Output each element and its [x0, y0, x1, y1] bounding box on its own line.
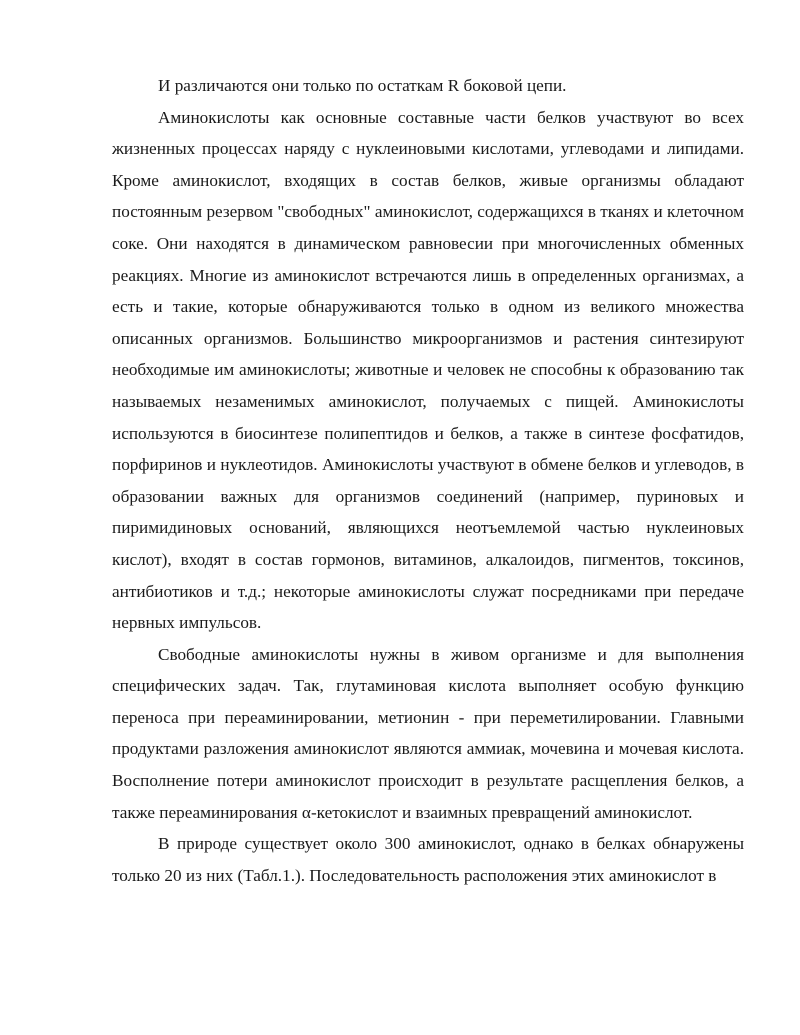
paragraph-4: В природе существует около 300 аминокислот, однако в белках обнаружены только 20 из них (Табл.1.). Последовательность расположения этих аминокислот в	[112, 834, 744, 885]
paragraph-3: Свободные аминокислоты нужны в живом организме и для выполнения специфических задач. Так, глутаминовая кислота выполняет особую функцию переноса при переаминировании, метионин - при переметилировании. Главными продуктами разложения аминокислот являются аммиак, мочевина и мочевая кислота. Восполнение потери аминокислот происходит в результате расщепления белков, а также переаминирования α-кетокислот и взаимных превращений аминокислот.	[112, 644, 744, 822]
paragraph-2: Аминокислоты как основные составные части белков участвуют во всех жизненных процессах наряду с нуклеиновыми кислотами, углеводами и липидами. Кроме аминокислот, входящих в состав белков, живые организмы обладают постоянным резервом "свободных" аминокислот, содержащихся в тканях и клеточном соке. Они находятся в динамическом равновесии при многочисленных обменных реакциях. Многие из аминокислот встречаются лишь в определенных организмах, а есть и такие, которые обнаруживаются только в одном из великого множества описанных организмов. Большинство микроорганизмов и растения синтезируют необходимые им аминокислоты; животные и человек не способны к образованию так называемых незаменимых аминокислот, получаемых с пищей. Аминокислоты используются в биосинтезе полипептидов и белков, а также в синтезе фосфатидов, порфиринов и нуклеотидов. Аминокислоты участвуют в обмене белков и углеводов, в образовании важных для организмов соединений (например, пуриновых и пиримидиновых оснований, являющихся неотъемлемой частью нуклеиновых кислот), входят в состав гормонов, витаминов, алкалоидов, пигментов, токсинов, антибиотиков и т.д.; некоторые аминокислоты служат посредниками при передаче нервных импульсов.	[112, 107, 744, 633]
document-page	[112, 70, 744, 891]
paragraph-1: И различаются они только по остаткам R боковой цепи.	[158, 76, 567, 95]
